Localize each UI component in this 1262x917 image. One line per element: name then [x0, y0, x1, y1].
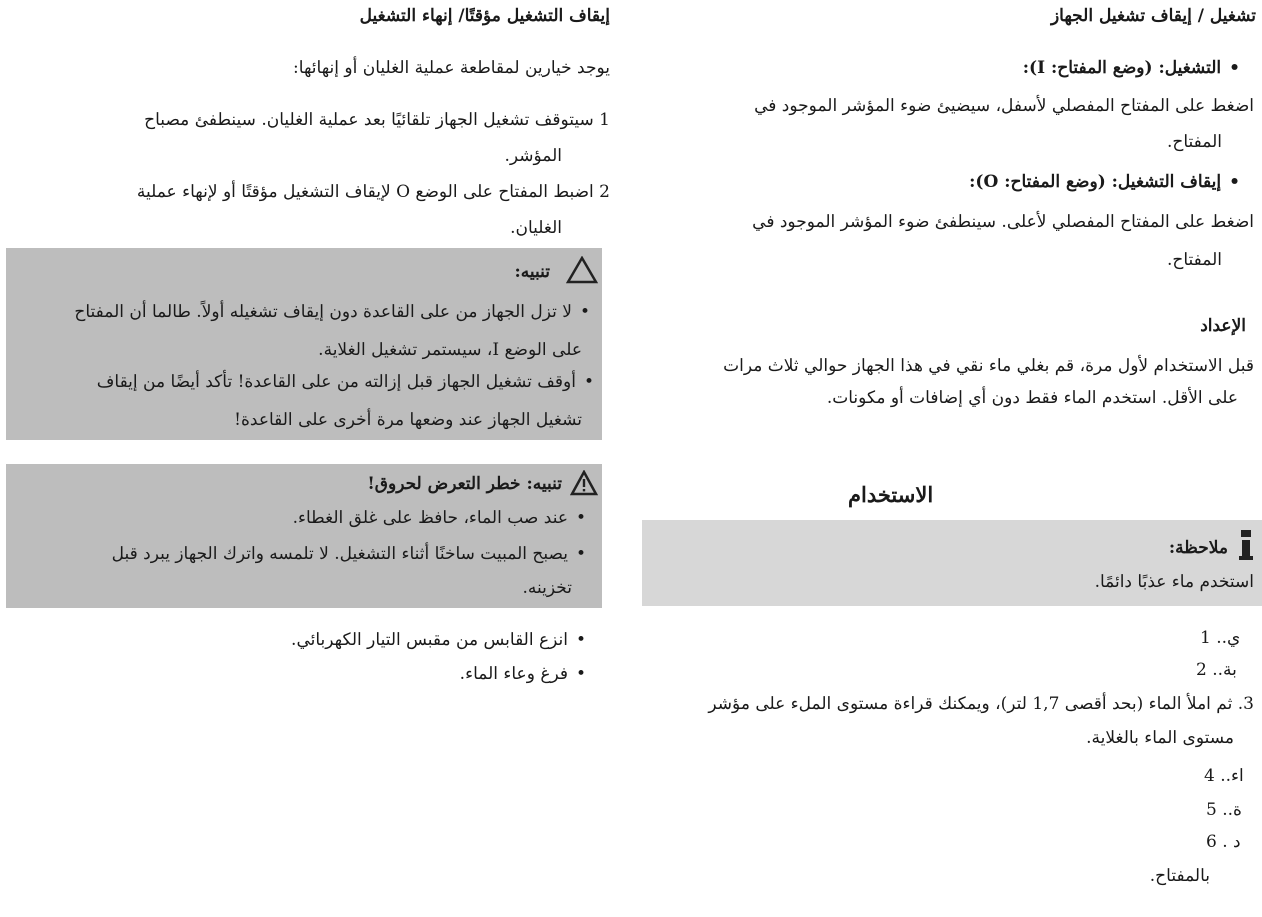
on-label-text: التشغيل: (وضع المفتاح: I): — [1022, 58, 1222, 78]
off-text-1: اضغط على المفتاح المفصلي لأعلى. سينطفئ ضوء المؤشر الموجود في — [752, 212, 1254, 232]
warning-1-bullet-2 — [97, 372, 594, 392]
step-3-a: 3. ثم املأ الماء (بحد أقصى 1,7 لتر)، ويمكنك قراءة مستوى الملء على مؤشر — [708, 694, 1254, 714]
warning-2-bullet-2b: تخزينه. — [522, 578, 572, 598]
note-text: استخدم ماء عذبًا دائمًا. — [1094, 572, 1254, 592]
usage-heading: الاستخدام — [848, 482, 934, 507]
item1-line2: المؤشر. — [504, 146, 562, 166]
step-3-b: مستوى الماء بالغلاية. — [1086, 728, 1234, 748]
left-heading: إيقاف التشغيل مؤقتًا/ إنهاء التشغيل — [359, 6, 610, 26]
off-label-text: إيقاف التشغيل: (وضع المفتاح: O): — [969, 172, 1222, 192]
info-icon — [1238, 530, 1254, 565]
setup-text-1: قبل الاستخدام لأول مرة، قم بغلي ماء نقي في هذا الجهاز حوالي ثلاث مرات — [723, 356, 1254, 376]
step-1: ي.. 1 — [1200, 628, 1241, 648]
on-text-1: اضغط على المفتاح المفصلي لأسفل، سيضيئ ضوء المؤشر الموجود في — [754, 96, 1254, 116]
warning-1-bullet-1b: على الوضع I، سيستمر تشغيل الغلاية. — [318, 340, 582, 360]
warning-2-bullet-1 — [293, 508, 586, 528]
step-4: اء.. 4 — [1204, 766, 1244, 786]
warning-1-bullet-1 — [74, 302, 590, 322]
off-label — [969, 172, 1240, 192]
item2-line2: الغليان. — [510, 218, 562, 238]
warning-2-bullet-1-text: عند صب الماء، حافظ على غلق الغطاء. — [292, 508, 568, 528]
right-heading: تشغيل / إيقاف تشغيل الجهاز — [1050, 6, 1256, 26]
warning-1-bullet-2-text: أوقف تشغيل الجهاز قبل إزالته من على القاعدة! تأكد أيضًا من إيقاف — [96, 372, 576, 392]
item1-line1: 1 سيتوقف تشغيل الجهاز تلقائيًا بعد عملية الغليان. سينطفئ مصباح — [144, 110, 610, 130]
note-box — [642, 520, 1262, 606]
note-title: ملاحظة: — [1168, 538, 1228, 558]
item2-line1: 2 اضبط المفتاح على الوضع O لإيقاف التشغيل مؤقتًا أو لإنهاء عملية — [136, 182, 610, 202]
warning-2-bullet-2 — [112, 544, 586, 564]
setup-heading: الإعداد — [1200, 316, 1246, 336]
after-bullet-1-text: انزع القابس من مقبس التيار الكهربائي. — [291, 630, 568, 650]
on-label — [1023, 58, 1240, 78]
warning-1-bullet-1-text: لا تزل الجهاز من على القاعدة دون إيقاف تشغيله أولاً. طالما أن المفتاح — [74, 302, 572, 322]
hazard-triangle-icon — [570, 470, 598, 501]
step-6-b: بالمفتاح. — [1149, 866, 1210, 886]
step-6: د . 6 — [1206, 832, 1241, 852]
step-2: بة.. 2 — [1196, 660, 1237, 680]
setup-text-2: على الأقل. استخدم الماء فقط دون أي إضافات أو مكونات. — [826, 388, 1238, 408]
on-text-2: المفتاح. — [1166, 132, 1222, 152]
after-bullet-1 — [291, 630, 586, 650]
warning-2-bullet-2-text: يصبح المبيت ساخنًا أثناء التشغيل. لا تلمسه واترك الجهاز يبرد قبل — [111, 544, 568, 564]
warning-1-title: تنبيه: — [514, 262, 550, 282]
left-intro: يوجد خيارين لمقاطعة عملية الغليان أو إنهائها: — [293, 58, 610, 78]
warning-triangle-icon — [566, 256, 598, 289]
after-bullet-2-text: فرغ وعاء الماء. — [459, 664, 568, 684]
warning-1-bullet-2b: تشغيل الجهاز عند وضعها مرة أخرى على القاعدة! — [234, 410, 582, 430]
warning-2-title: تنبيه: خطر التعرض لحروق! — [367, 474, 562, 494]
off-text-2: المفتاح. — [1166, 250, 1222, 270]
after-bullet-2 — [460, 664, 586, 684]
step-5: ة.. 5 — [1206, 800, 1242, 820]
